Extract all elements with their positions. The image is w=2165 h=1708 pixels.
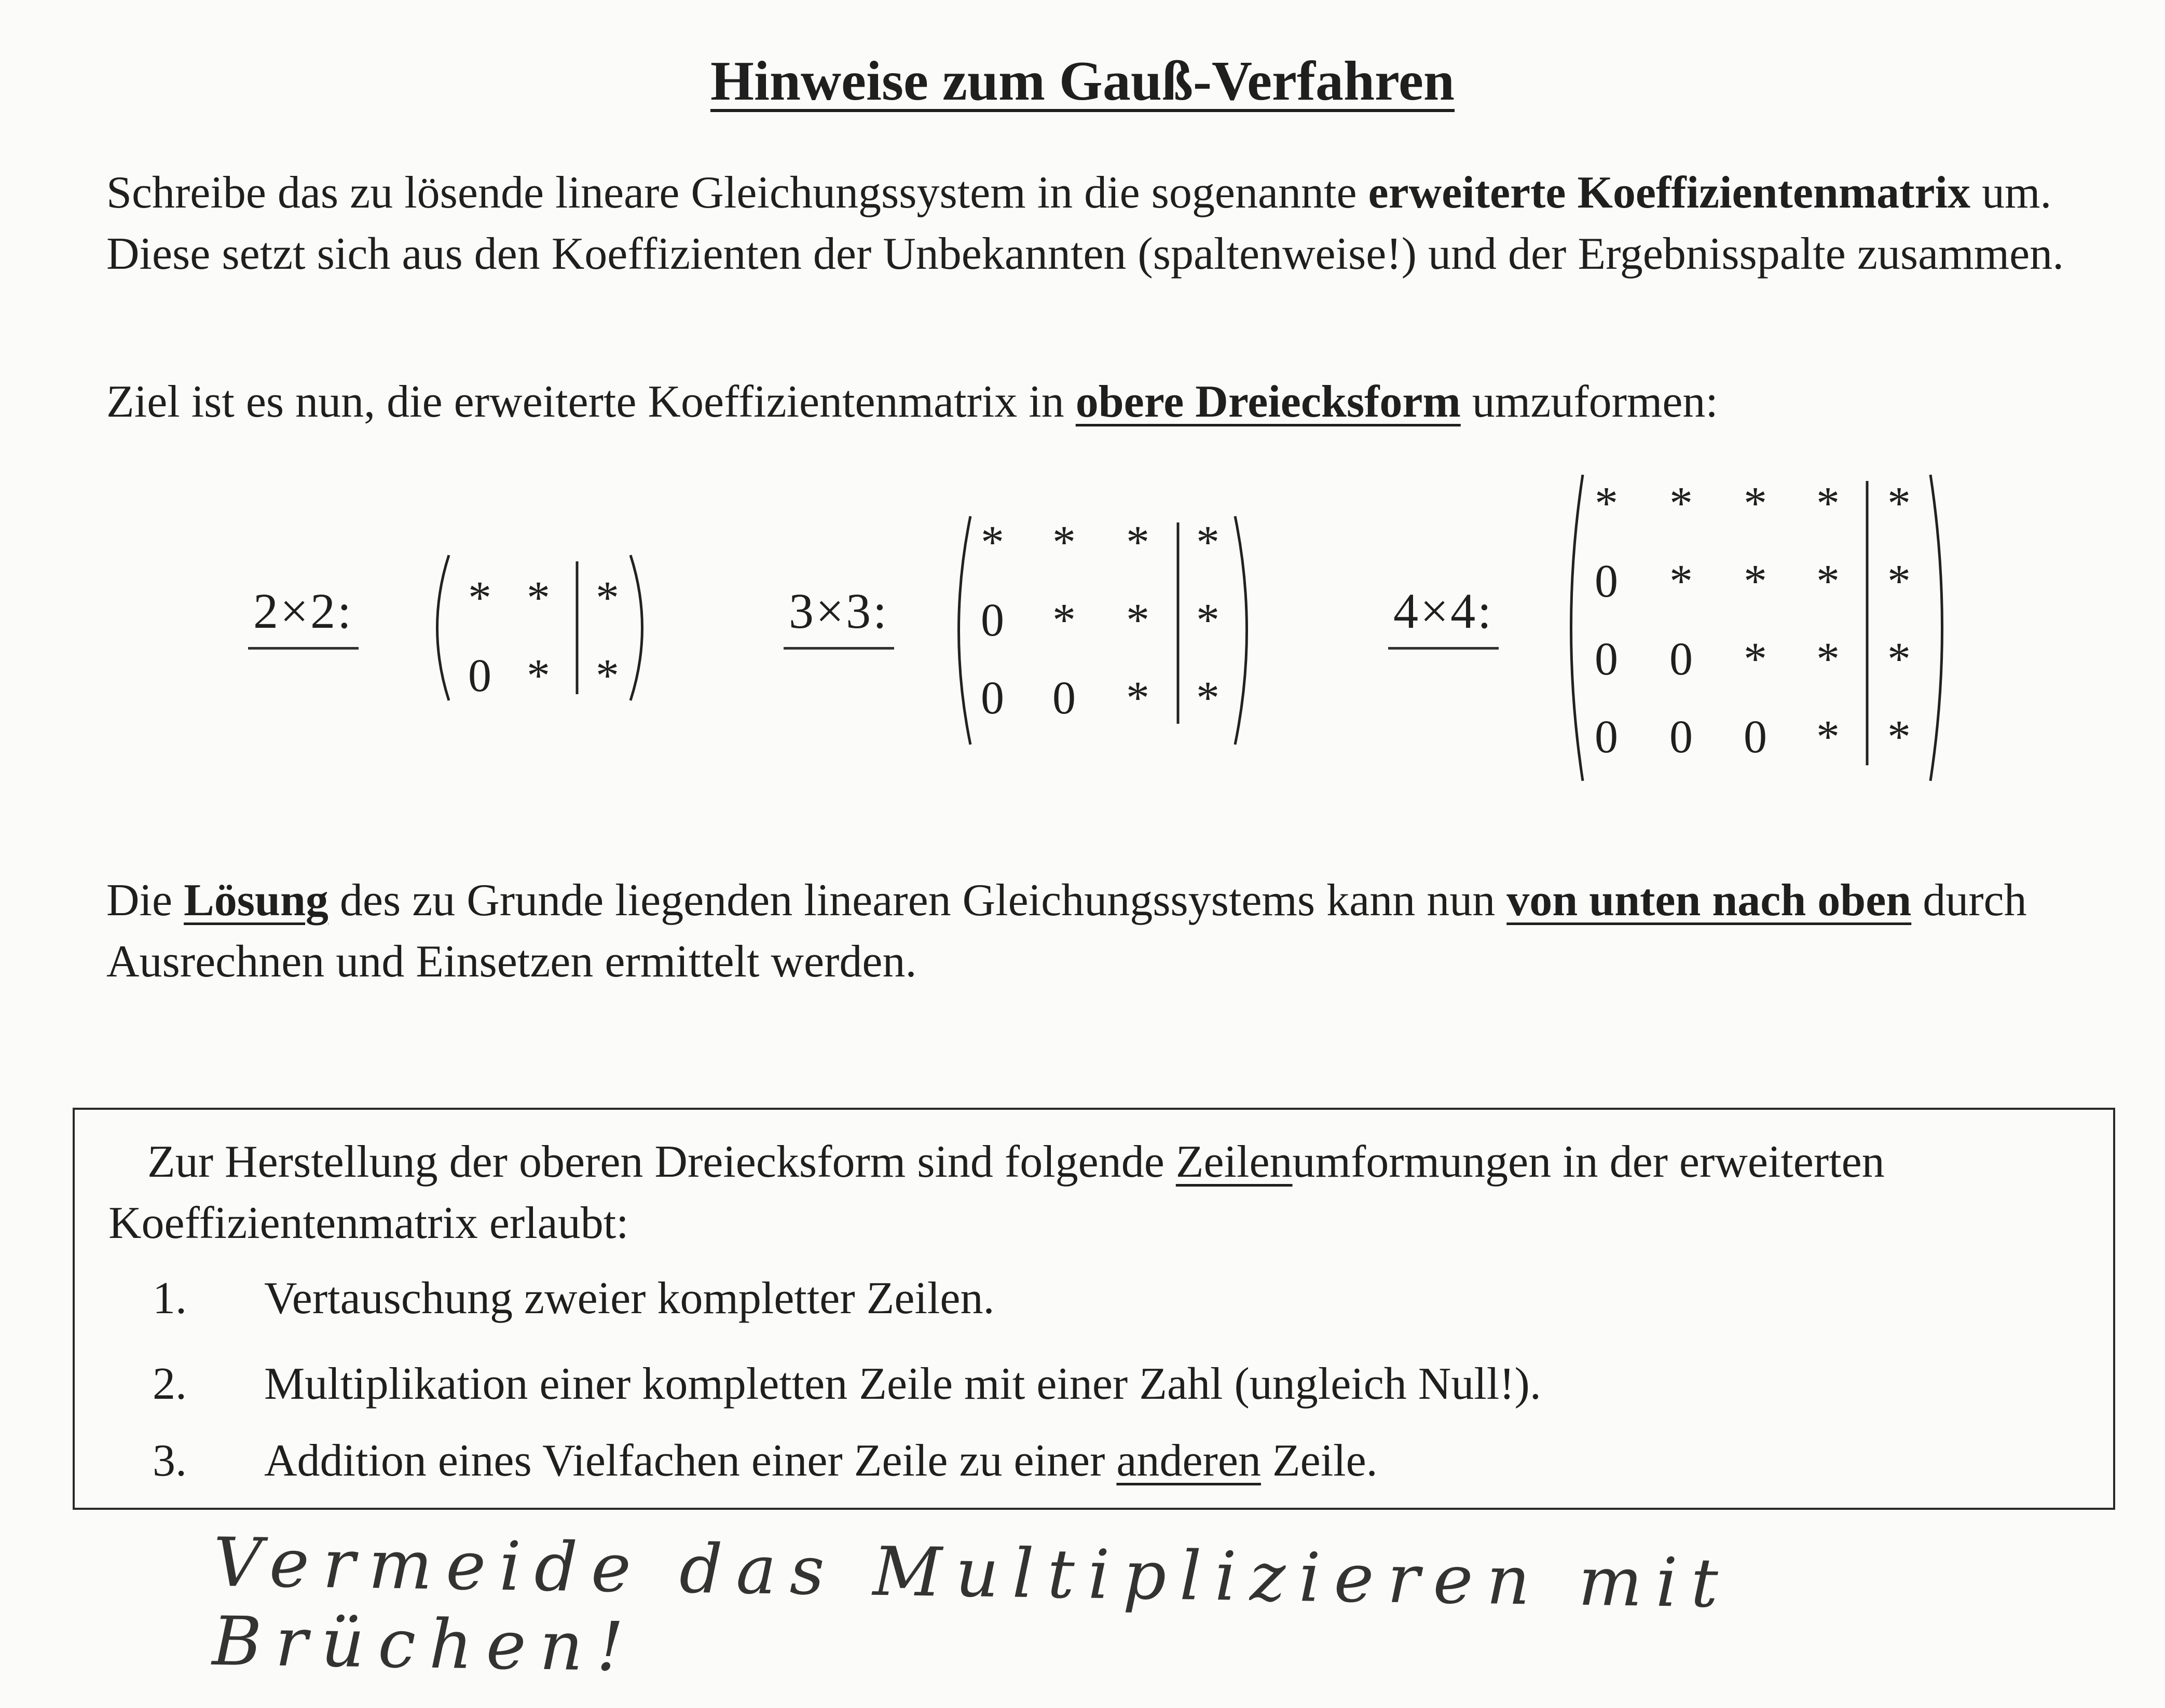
matrix-3x3-cell: * — [1196, 595, 1219, 646]
rules-intro-after: umformungen in der erweiterten Koeffizientenmatrix erlaubt: — [108, 1137, 1885, 1248]
rule-text: Vertauschung zweier kompletter Zeilen. — [264, 1273, 995, 1324]
rules-intro-before: Zur Herstellung der oberen Dreiecksform sind folgende — [147, 1137, 1176, 1187]
term-upper-triangular-form: obere Dreiecksform — [1075, 377, 1461, 427]
matrix-3x3-cell: * — [981, 517, 1004, 568]
solution-text-3: durch Ausrechnen und Einsetzen ermittelt werden. — [106, 875, 2027, 987]
rule-text: Multiplikation einer kompletten Zeile mit einer Zahl (ungleich Null!). — [264, 1359, 1541, 1409]
matrix-2x2-cell: * — [468, 572, 491, 624]
matrix-4x4-cell: * — [1744, 633, 1767, 685]
matrix-3x3-cell: 0 — [981, 595, 1004, 646]
matrix-4x4-cell: * — [1887, 711, 1911, 763]
matrix-4x4-label: 4×4: — [1388, 582, 1499, 650]
term-solution: Lösung — [184, 875, 328, 926]
matrix-4x4-cell: * — [1669, 478, 1693, 529]
title-text: Hinweise zum Gauß-Verfahren — [710, 50, 1455, 112]
matrix-2x2-label: 2×2: — [248, 582, 359, 650]
matrix-4x4-cell: 0 — [1595, 633, 1618, 685]
matrix-4x4-cell: * — [1595, 478, 1618, 529]
solution-text-1: Die — [106, 875, 184, 926]
matrix-3x3-cell: * — [1052, 517, 1076, 568]
matrix-4x4 — [1559, 470, 1954, 786]
rule-text-before: Addition eines Vielfachen einer Zeile zu einer — [264, 1436, 1117, 1486]
document-title — [0, 49, 2165, 114]
matrix-2x2-cell: * — [527, 572, 550, 624]
matrix-2x2-cell: 0 — [468, 650, 491, 701]
matrix-4x4-cell: 0 — [1744, 711, 1767, 763]
matrix-2x2 — [426, 550, 654, 706]
intro-paragraph — [106, 162, 2078, 285]
rule-number: 3. — [153, 1436, 187, 1486]
matrix-4x4-cell: * — [1669, 556, 1693, 607]
intro-text-before: Schreibe das zu lösende lineare Gleichungssystem in die sogenannte — [106, 168, 1368, 218]
term-extended-coefficient-matrix: erweiterte Koeffizientenmatrix — [1368, 168, 1970, 218]
matrix-3x3-label: 3×3: — [784, 582, 894, 650]
matrix-4x4-cell: * — [1816, 711, 1840, 763]
solution-text-2: des zu Grunde liegenden linearen Gleichungssystems kann nun — [328, 875, 1507, 926]
row-operations-intro — [108, 1132, 2029, 1254]
matrix-4x4-cell: * — [1744, 478, 1767, 529]
rule-text — [264, 1430, 1378, 1492]
matrix-3x3-cell: * — [1052, 595, 1076, 646]
rule-number: 2. — [153, 1359, 187, 1409]
matrix-3x3-cell: * — [1196, 517, 1219, 568]
matrix-4x4-cell: * — [1887, 633, 1911, 685]
solution-paragraph — [106, 870, 2078, 993]
term-bottom-to-top: von unten nach oben — [1506, 875, 1912, 926]
rule-text-after: Zeile. — [1260, 1436, 1378, 1486]
goal-paragraph — [106, 371, 2078, 433]
matrix-4x4-cell: * — [1816, 556, 1840, 607]
row-operations-box — [73, 1108, 2115, 1510]
matrix-3x3-cell: 0 — [1052, 672, 1076, 724]
matrix-2x2-cell: * — [527, 650, 550, 701]
term-rows: Zeilen — [1175, 1137, 1293, 1187]
matrix-4x4-cell: 0 — [1669, 633, 1693, 685]
goal-text-after: umzuformen: — [1460, 377, 1718, 427]
matrix-3x3-cell: * — [1126, 517, 1149, 568]
matrix-4x4-right-paren — [1930, 475, 1942, 781]
matrix-2x2-cell: * — [596, 650, 619, 701]
matrix-4x4-cell: 0 — [1595, 556, 1618, 607]
matrix-3x3-cell: 0 — [981, 672, 1004, 724]
term-other: anderen — [1116, 1436, 1261, 1486]
matrix-2x2-left-paren — [437, 555, 449, 700]
matrix-4x4-cell: 0 — [1669, 711, 1693, 763]
rule-number: 1. — [153, 1273, 187, 1324]
matrix-4x4-cell: * — [1744, 556, 1767, 607]
matrix-4x4-cell: 0 — [1595, 711, 1618, 763]
matrix-4x4-cell: * — [1816, 478, 1840, 529]
matrix-4x4-cell: * — [1887, 478, 1911, 529]
intro-text-after: um. Diese setzt sich aus den Koeffizienten der Unbekannten (spaltenweise!) und der Ergebnisspalte zusammen. — [106, 168, 2064, 279]
matrix-3x3-left-paren — [959, 516, 971, 745]
matrix-3x3-cell: * — [1126, 672, 1149, 724]
matrix-4x4-cell: * — [1816, 633, 1840, 685]
matrix-2x2-cell: * — [596, 572, 619, 624]
matrix-3x3 — [947, 511, 1258, 750]
matrix-3x3-cell: * — [1126, 595, 1149, 646]
matrix-4x4-left-paren — [1571, 475, 1583, 781]
matrix-3x3-right-paren — [1235, 516, 1247, 745]
goal-text-before: Ziel ist es nun, die erweiterte Koeffizientenmatrix in — [106, 377, 1076, 427]
matrix-2x2-right-paren — [631, 555, 642, 700]
matrix-3x3-cell: * — [1196, 672, 1219, 724]
matrix-4x4-cell: * — [1887, 556, 1911, 607]
handwritten-note: Vermeide das Multiplizieren mit Brüchen! — [211, 1523, 1732, 1687]
